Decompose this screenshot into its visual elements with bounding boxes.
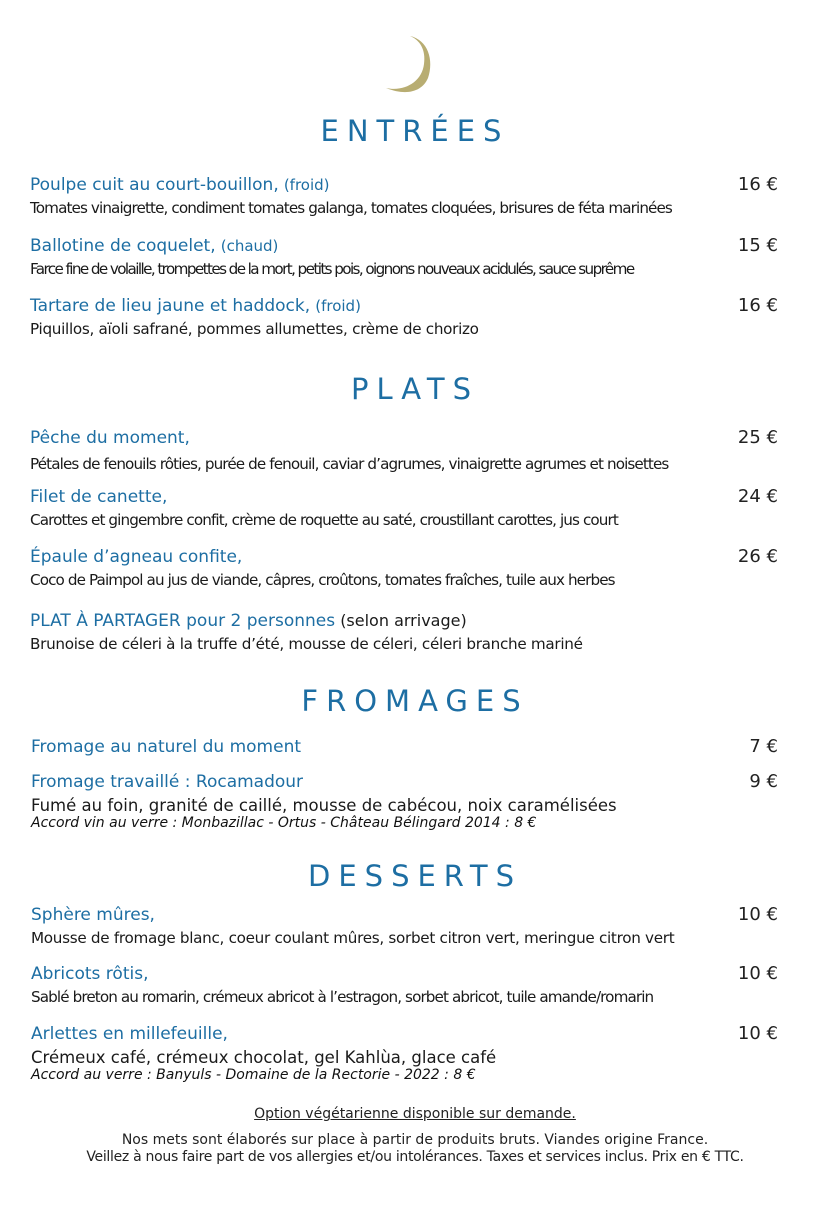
item-description: Tomates vinaigrette, condiment tomates galanga, tomates cloquées, brisures de féta marinées	[30, 199, 672, 217]
item-description: Crémeux café, crémeux chocolat, gel Kahlùa, glace café	[31, 1048, 497, 1067]
menu-item	[31, 1024, 778, 1083]
item-name: Tartare de lieu jaune et haddock,	[30, 296, 311, 316]
item-temperature: (froid)	[283, 176, 330, 194]
item-name: Arlettes en millefeuille,	[31, 1024, 228, 1044]
item-name: Sphère mûres,	[31, 905, 155, 925]
item-name: Fromage travaillé : Rocamadour	[31, 772, 304, 792]
item-price: 25 €	[737, 427, 778, 448]
menu-item	[31, 905, 778, 947]
menu-item	[30, 547, 778, 589]
wine-pairing: Accord vin au verre : Monbazillac - Ortus - Château Bélingard 2014 : 8 €	[31, 815, 537, 831]
item-name: Abricots rôtis,	[31, 964, 149, 984]
item-price: 16 €	[737, 295, 778, 316]
item-name: Filet de canette,	[30, 487, 168, 507]
item-description: Coco de Paimpol au jus de viande, câpres, croûtons, tomates fraîches, tuile aux herbes	[30, 571, 615, 589]
item-name: PLAT À PARTAGER pour 2 personnes	[30, 611, 336, 631]
footer-line-1: Nos mets sont élaborés sur place à partir de produits bruts. Viandes origine France.	[121, 1132, 709, 1148]
menu-item	[31, 737, 778, 761]
vegetarian-note: Option végétarienne disponible sur demande.	[254, 1106, 576, 1122]
menu-item	[30, 175, 778, 217]
item-name: Ballotine de coquelet,	[30, 236, 216, 256]
wine-pairing: Accord au verre : Banyuls - Domaine de la Rectorie - 2022 : 8 €	[31, 1067, 476, 1083]
item-name: Poulpe cuit au court-bouillon,	[30, 175, 279, 195]
item-description: Mousse de fromage blanc, coeur coulant mûres, sorbet citron vert, meringue citron vert	[31, 929, 675, 947]
menu-item-shared	[30, 611, 778, 653]
menu-item	[30, 296, 778, 338]
item-price: 16 €	[737, 174, 778, 195]
item-price: 10 €	[737, 963, 778, 984]
section-title-fromages: FROMAGES	[301, 684, 529, 718]
crescent-moon-logo-icon	[384, 34, 434, 98]
item-price: 26 €	[737, 546, 778, 567]
menu-item	[30, 428, 778, 473]
section-title-entrees: ENTRÉES	[320, 114, 510, 148]
item-description: Sablé breton au romarin, crémeux abricot à l’estragon, sorbet abricot, tuile amande/romarin	[31, 988, 654, 1006]
item-price: 9 €	[749, 771, 778, 792]
item-note: (selon arrivage)	[340, 611, 467, 630]
item-description: Carottes et gingembre confit, crème de roquette au saté, croustillant carottes, jus court	[30, 511, 618, 529]
section-title-plats: PLATS	[350, 372, 480, 406]
item-name: Fromage au naturel du moment	[31, 737, 302, 757]
menu-item	[30, 487, 778, 529]
menu-item	[30, 236, 778, 278]
section-title-desserts: DESSERTS	[308, 859, 522, 893]
item-price: 10 €	[737, 904, 778, 925]
item-price: 7 €	[749, 736, 778, 757]
item-price: 10 €	[737, 1023, 778, 1044]
item-description: Pétales de fenouils rôties, purée de fenouil, caviar d’agrumes, vinaigrette agrumes et noisettes	[30, 455, 669, 473]
item-description: Fumé au foin, granité de caillé, mousse de cabécou, noix caramélisées	[31, 796, 617, 815]
item-description: Piquillos, aïoli safrané, pommes allumettes, crème de chorizo	[30, 320, 479, 338]
item-name: Épaule d’agneau confite,	[30, 547, 243, 567]
item-temperature: (froid)	[315, 297, 361, 315]
footer-line-2: Veillez à nous faire part de vos allergies et/ou intolérances. Taxes et services inclus. Prix en € TTC.	[86, 1149, 744, 1165]
menu-item	[31, 772, 778, 831]
item-price: 24 €	[737, 486, 778, 507]
item-description: Brunoise de céleri à la truffe d’été, mousse de céleri, céleri branche mariné	[30, 635, 583, 653]
item-name: Pêche du moment,	[30, 428, 190, 448]
item-price: 15 €	[737, 235, 778, 256]
item-temperature: (chaud)	[220, 237, 279, 255]
item-description: Farce fine de volaille, trompettes de la mort, petits pois, oignons nouveaux acidulés, sauce suprême	[30, 260, 634, 278]
menu-item	[31, 964, 778, 1006]
